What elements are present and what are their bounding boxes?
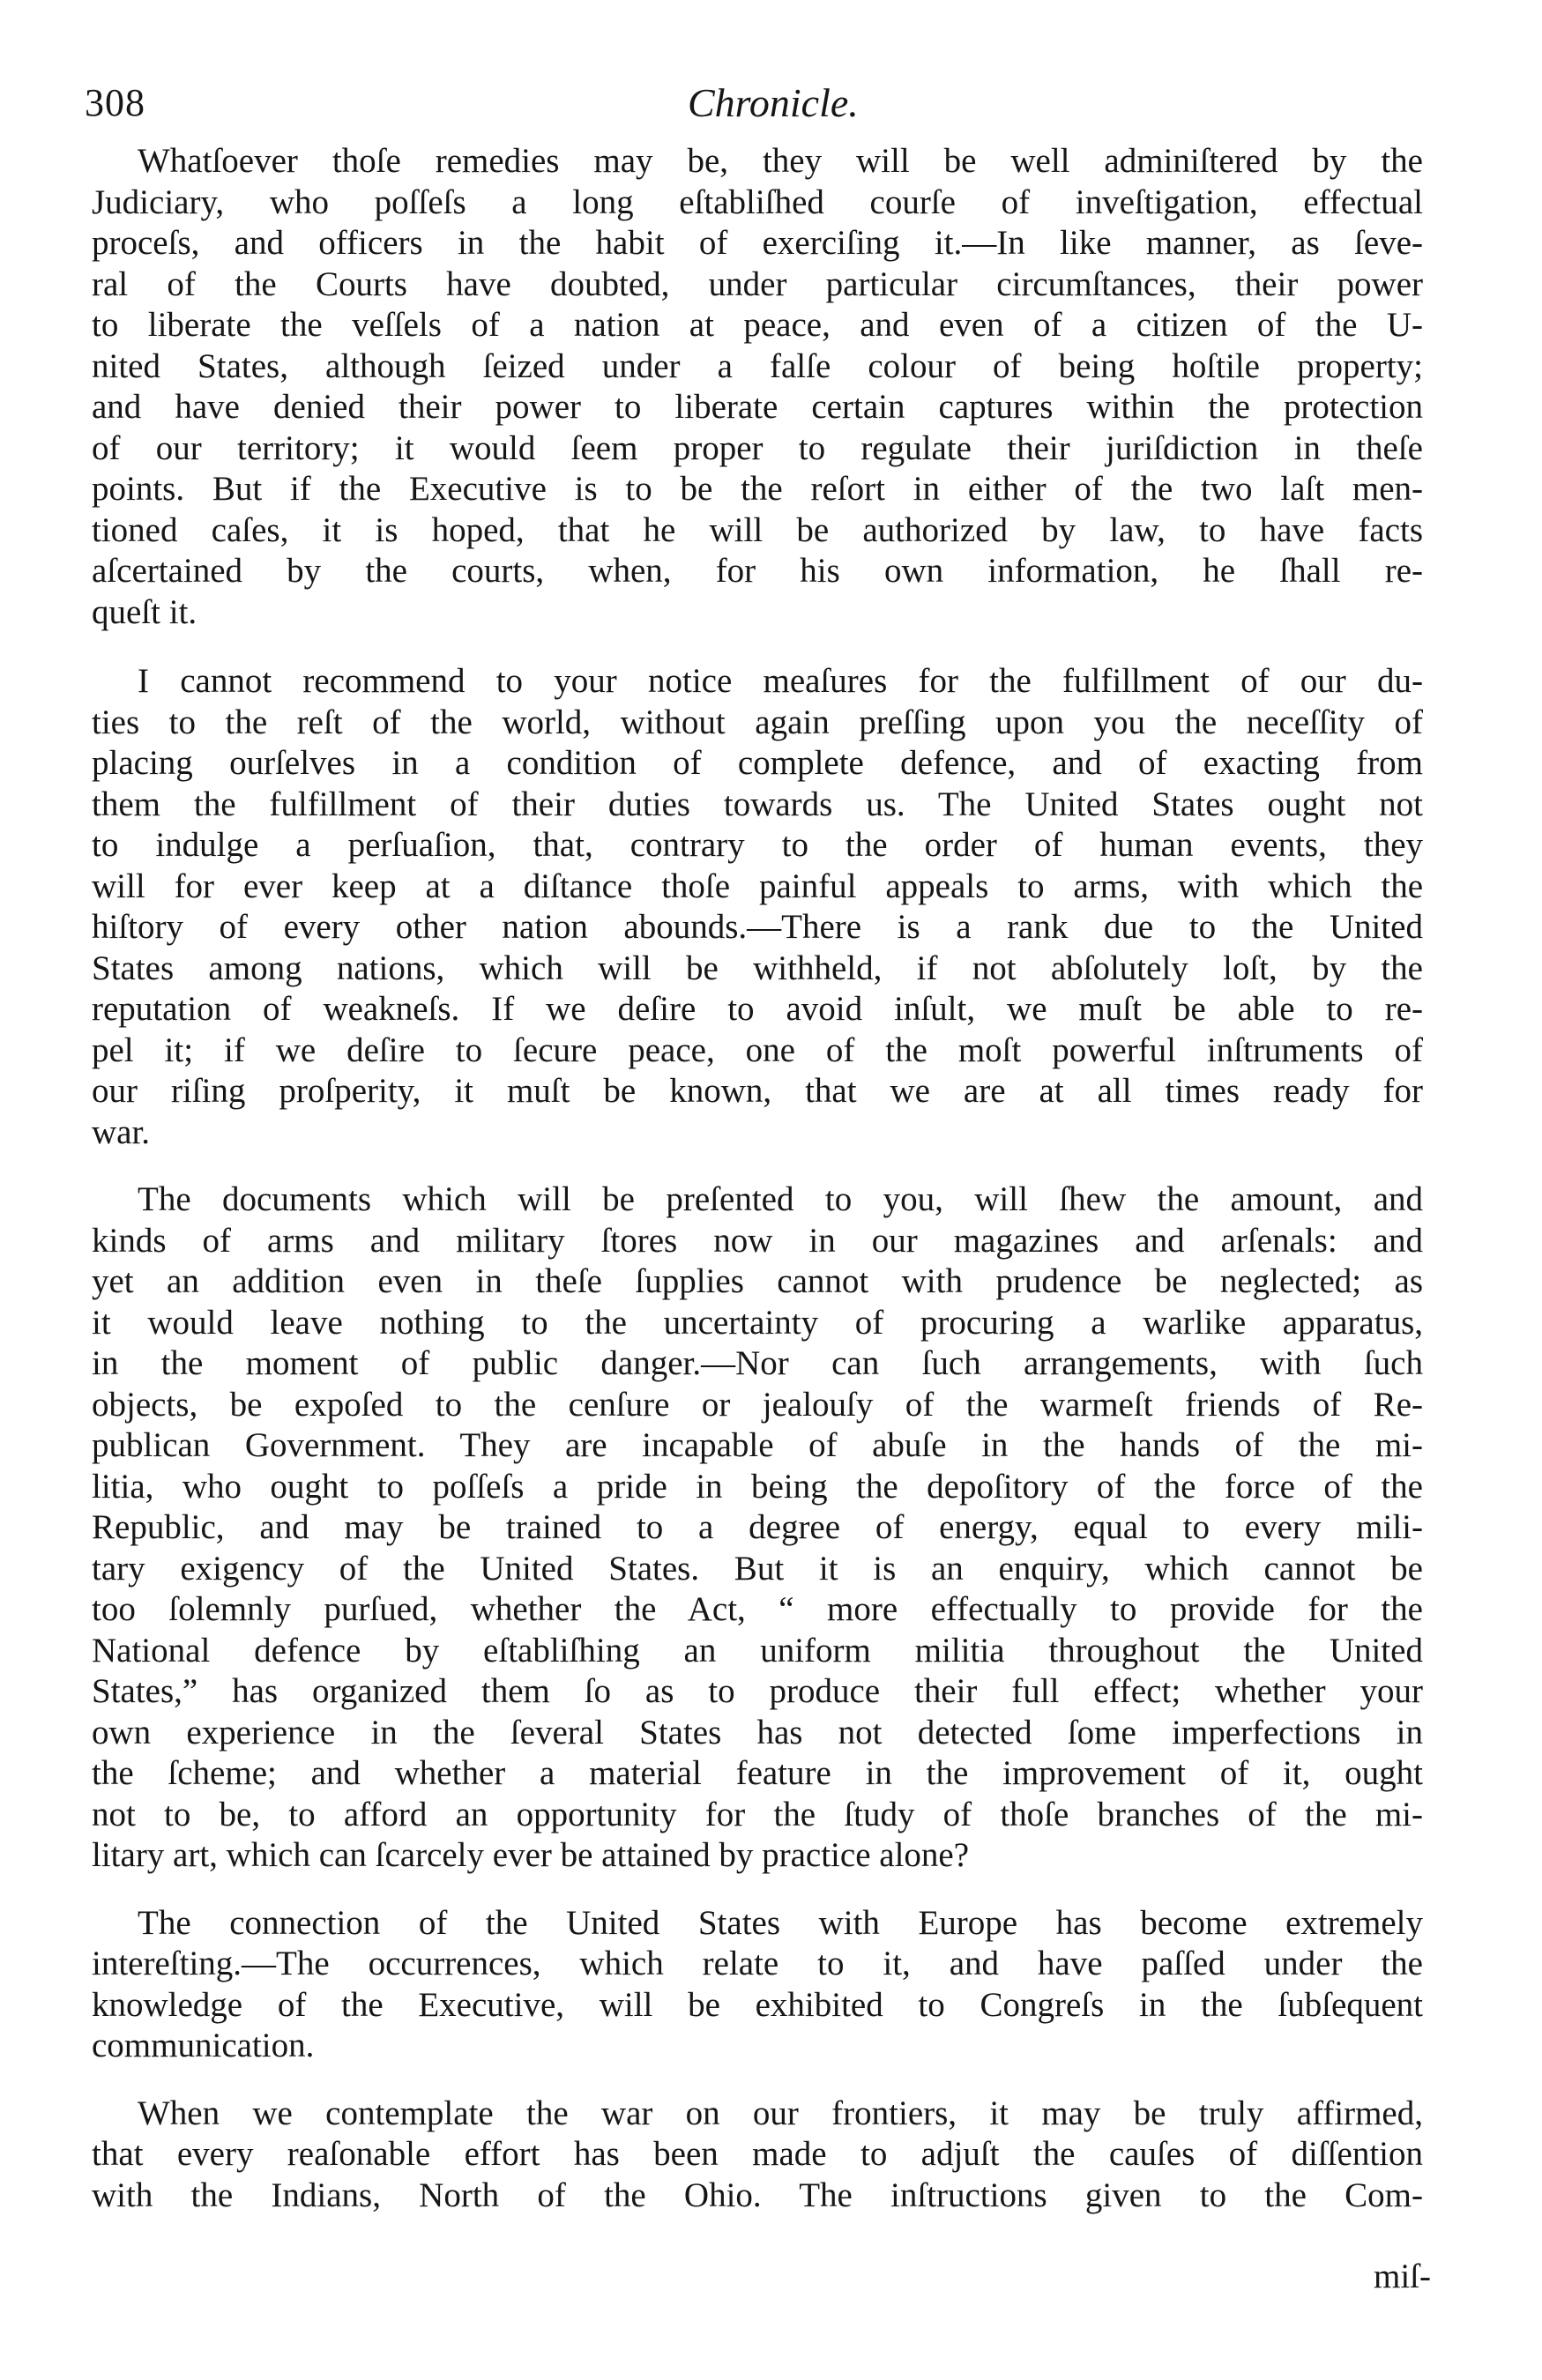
catchword: miſ- bbox=[1374, 2257, 1431, 2295]
text-line: will for ever keep at a diſtance thoſe painful appeals to arms, with which the bbox=[92, 866, 1423, 905]
text-line: tioned caſes, it is hoped, that he will be authorized by law, to have facts bbox=[92, 510, 1423, 549]
paragraph-arms bbox=[92, 1179, 1423, 1877]
text-line: The connection of the United States with Europe has become extremely bbox=[138, 1903, 1423, 1942]
text-line: Whatſoever thoſe remedies may be, they will be well adminiſtered by the bbox=[138, 142, 1423, 180]
text-line: States,” has organized them ſo as to produce their full effect; whether your bbox=[92, 1672, 1423, 1710]
text-line: communication. bbox=[92, 2027, 315, 2064]
text-line: publican Government. They are incapable of abuſe in the hands of the mi- bbox=[92, 1426, 1423, 1464]
text-line: and have denied their power to liberate certain captures within the protection bbox=[92, 388, 1423, 426]
text-line: nited States, although ſeized under a falſe colour of being hoſtile property; bbox=[92, 346, 1423, 385]
text-line: kinds of arms and military ſtores now in our magazines and arſenals: and bbox=[92, 1221, 1423, 1260]
paragraph-judiciary bbox=[92, 141, 1423, 633]
text-line: The documents which will be preſented to you, will ſhew the amount, and bbox=[138, 1180, 1423, 1218]
text-line: States among nations, which will be withheld, if not abſolutely loſt, by the bbox=[92, 948, 1423, 987]
text-line: objects, be expoſed to the cenſure or jealouſy of the warmeſt friends of Re- bbox=[92, 1385, 1423, 1424]
text-line: our riſing proſperity, it muſt be known, that we are at all times ready for bbox=[92, 1072, 1423, 1110]
text-line: queſt it. bbox=[92, 592, 197, 631]
text-line: points. But if the Executive is to be the reſort in either of the two laſt men- bbox=[92, 470, 1423, 508]
text-line: to liberate the veſſels of a nation at peace, and even of a citizen of the U- bbox=[92, 306, 1423, 344]
text-line: them the fulfillment of their duties towards us. The United States ought not bbox=[92, 785, 1423, 823]
text-line: tary exigency of the United States. But it is an enquiry, which cannot be bbox=[92, 1549, 1423, 1588]
text-line: National defence by eſtabliſhing an uniform militia throughout the United bbox=[92, 1631, 1423, 1670]
text-line: own experience in the ſeveral States has not detected ſome imperfections in bbox=[92, 1713, 1423, 1752]
text-line: that every reaſonable effort has been made to adjuſt the cauſes of diſſention bbox=[92, 2135, 1423, 2173]
text-line: Republic, and may be trained to a degree of energy, equal to every mili- bbox=[92, 1508, 1423, 1546]
text-line: too ſolemnly purſued, whether the Act, “ more effectually to provide for the bbox=[92, 1590, 1423, 1628]
text-line: ral of the Courts have doubted, under particular circumſtances, their power bbox=[92, 264, 1423, 303]
body-text bbox=[92, 141, 1423, 2216]
text-line: war. bbox=[92, 1112, 151, 1151]
paragraph-europe bbox=[92, 1903, 1423, 2067]
text-line: ties to the reſt of the world, without again preſſing upon you the neceſſity of bbox=[92, 703, 1423, 741]
text-line: of our territory; it would ſeem proper to regulate their juriſdiction in theſe bbox=[92, 428, 1423, 467]
text-line: knowledge of the Executive, will be exhibited to Congreſs in the ſubſequent bbox=[92, 1985, 1423, 2024]
text-line: Judiciary, who poſſeſs a long eſtabliſhed courſe of inveſtigation, effectual bbox=[92, 182, 1423, 221]
text-line: reputation of weakneſs. If we deſire to avoid inſult, we muſt be able to re- bbox=[92, 990, 1423, 1028]
text-line: litary art, which can ſcarcely ever be attained by practice alone? bbox=[92, 1836, 970, 1874]
text-line: it would leave nothing to the uncertainty of procuring a warlike apparatus, bbox=[92, 1303, 1423, 1342]
text-line: placing ourſelves in a condition of complete defence, and of exacting from bbox=[92, 744, 1423, 782]
page-number: 308 bbox=[85, 81, 145, 124]
text-line: the ſcheme; and whether a material feature in the improvement of it, ought bbox=[92, 1754, 1423, 1792]
text-line: yet an addition even in theſe ſupplies cannot with prudence be neglected; as bbox=[92, 1262, 1423, 1300]
text-line: aſcertained by the courts, when, for his own information, he ſhall re- bbox=[92, 552, 1423, 590]
running-head: Chronicle. bbox=[688, 80, 859, 125]
text-line: proceſs, and officers in the habit of exerciſing it.—In like manner, as ſeve- bbox=[92, 224, 1423, 262]
text-line: I cannot recommend to your notice meaſures for the fulfillment of our du- bbox=[138, 662, 1423, 700]
text-line: with the Indians, North of the Ohio. The inſtructions given to the Com- bbox=[92, 2175, 1423, 2214]
text-line: intereſting.—The occurrences, which relate to it, and have paſſed under the bbox=[92, 1945, 1423, 1982]
paragraph-defence bbox=[92, 661, 1423, 1153]
text-line: hiſtory of every other nation abounds.—There is a rank due to the United bbox=[92, 908, 1423, 946]
text-line: to indulge a perſuaſion, that, contrary to the order of human events, they bbox=[92, 826, 1423, 864]
text-line: When we contemplate the war on our frontiers, it may be truly affirmed, bbox=[138, 2094, 1423, 2132]
text-line: litia, who ought to poſſeſs a pride in being the depoſitory of the force of the bbox=[92, 1467, 1423, 1506]
paragraph-frontiers bbox=[92, 2094, 1423, 2217]
text-line: not to be, to afford an opportunity for the ſtudy of thoſe branches of the mi- bbox=[92, 1795, 1423, 1833]
text-line: in the moment of public danger.—Nor can ſuch arrangements, with ſuch bbox=[92, 1344, 1423, 1382]
text-line: pel it; if we deſire to ſecure peace, one of the moſt powerful inſtruments of bbox=[92, 1030, 1423, 1069]
